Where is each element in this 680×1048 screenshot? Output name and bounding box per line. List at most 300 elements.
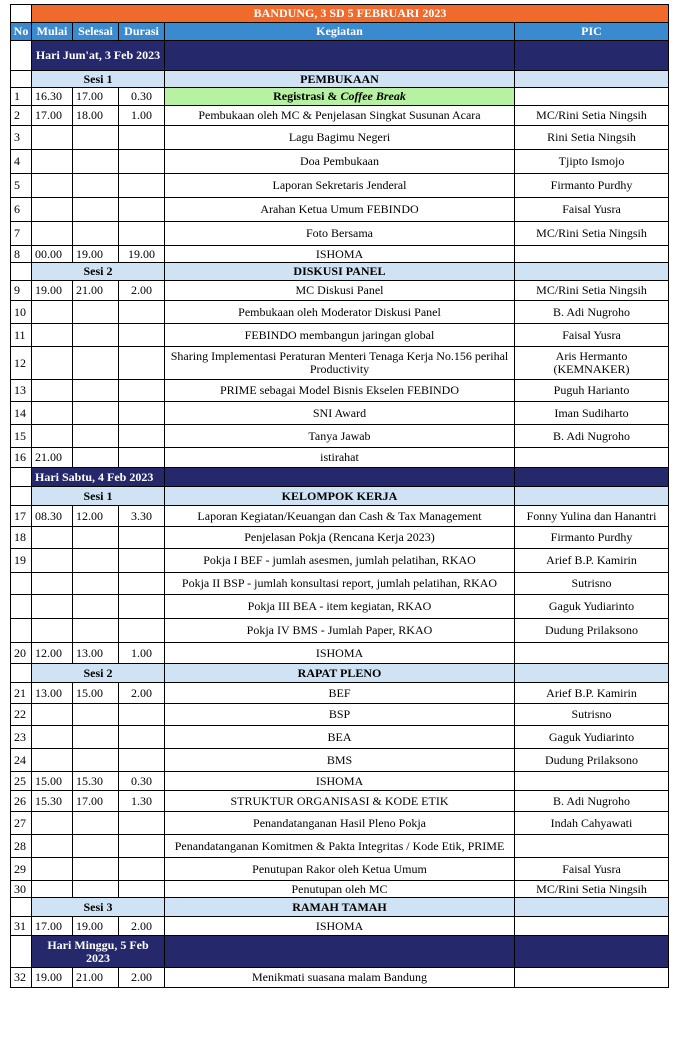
row-pic: Aris Hermanto (KEMNAKER)	[515, 347, 669, 380]
kegiatan-text: Doa Pembukaan	[300, 154, 379, 168]
row-selesai	[73, 222, 119, 246]
row-mulai	[32, 573, 73, 595]
row-no: 17	[11, 506, 32, 527]
kegiatan-text: Pokja II BSP - jumlah konsultasi report, jumlah pelatihan, RKAO	[181, 576, 498, 590]
row-kegiatan	[165, 619, 515, 643]
row-durasi: 2.00	[119, 683, 165, 704]
row-no: 7	[11, 222, 32, 246]
row-durasi	[119, 595, 165, 619]
row-pic: Gaguk Yudiarinto	[515, 726, 669, 749]
session-header-row	[11, 664, 669, 683]
row-selesai	[73, 402, 119, 425]
row-mulai: 12.00	[32, 643, 73, 664]
kegiatan-text: ISHOMA	[315, 246, 364, 261]
table-row	[11, 881, 669, 898]
header-durasi: Durasi	[119, 23, 165, 41]
table-row	[11, 88, 669, 106]
row-mulai: 08.30	[32, 506, 73, 527]
blank-cell	[11, 263, 32, 281]
table-row	[11, 324, 669, 347]
row-kegiatan	[165, 812, 515, 835]
row-kegiatan	[165, 573, 515, 595]
row-pic: Iman Sudiharto	[515, 402, 669, 425]
row-mulai: 17.00	[32, 917, 73, 936]
row-selesai: 21.00	[73, 281, 119, 301]
table-row	[11, 749, 669, 772]
row-mulai: 00.00	[32, 246, 73, 263]
row-kegiatan	[165, 106, 515, 126]
row-pic: MC/Rini Setia Ningsih	[515, 881, 669, 898]
table-row	[11, 812, 669, 835]
kegiatan-text: Pokja IV BMS - Jumlah Paper, RKAO	[246, 623, 433, 637]
row-kegiatan	[165, 402, 515, 425]
blank-cell	[11, 664, 32, 683]
row-durasi	[119, 301, 165, 324]
row-kegiatan	[165, 246, 515, 263]
row-kegiatan	[165, 324, 515, 347]
row-durasi	[119, 347, 165, 380]
row-selesai	[73, 595, 119, 619]
session-label: Sesi 1	[32, 487, 165, 506]
schedule-table	[10, 4, 669, 988]
session-title: KELOMPOK KERJA	[165, 487, 515, 506]
table-row	[11, 968, 669, 988]
row-pic: B. Adi Nugroho	[515, 791, 669, 812]
row-mulai	[32, 812, 73, 835]
row-no: 12	[11, 347, 32, 380]
blank-cell	[11, 487, 32, 506]
row-mulai	[32, 595, 73, 619]
row-kegiatan	[165, 198, 515, 222]
row-pic	[515, 835, 669, 858]
kegiatan-text: BMS	[326, 752, 353, 767]
table-row	[11, 126, 669, 150]
row-mulai: 19.00	[32, 968, 73, 988]
row-pic: Fonny Yulina dan Hanantri	[515, 506, 669, 527]
session-title: RAMAH TAMAH	[165, 898, 515, 917]
row-kegiatan	[165, 683, 515, 704]
row-no	[11, 595, 32, 619]
row-mulai: 21.00	[32, 448, 73, 468]
row-durasi	[119, 150, 165, 174]
row-kegiatan	[165, 595, 515, 619]
row-no: 26	[11, 791, 32, 812]
row-selesai	[73, 726, 119, 749]
kegiatan-text: Penutupan oleh MC	[291, 881, 388, 896]
row-mulai	[32, 174, 73, 198]
table-row	[11, 619, 669, 643]
row-mulai	[32, 549, 73, 573]
row-selesai: 17.00	[73, 88, 119, 106]
day-fill-cell	[515, 468, 669, 487]
table-row	[11, 595, 669, 619]
session-fill-cell	[515, 263, 669, 281]
table-row	[11, 704, 669, 726]
table-row	[11, 281, 669, 301]
row-no: 23	[11, 726, 32, 749]
row-selesai: 19.00	[73, 246, 119, 263]
row-selesai	[73, 881, 119, 898]
row-durasi: 1.00	[119, 106, 165, 126]
document-title: BANDUNG, 3 SD 5 FEBRUARI 2023	[32, 5, 669, 23]
table-row	[11, 527, 669, 549]
row-kegiatan	[165, 881, 515, 898]
row-kegiatan	[165, 858, 515, 881]
kegiatan-text: MC Diskusi Panel	[295, 283, 384, 297]
session-header-row	[11, 487, 669, 506]
row-pic: Indah Cahyawati	[515, 812, 669, 835]
row-kegiatan	[165, 301, 515, 324]
row-no: 4	[11, 150, 32, 174]
row-no: 28	[11, 835, 32, 858]
row-durasi: 3.30	[119, 506, 165, 527]
kegiatan-text: istirahat	[320, 450, 359, 464]
row-durasi: 0.30	[119, 88, 165, 106]
row-durasi	[119, 858, 165, 881]
row-kegiatan	[165, 549, 515, 573]
row-selesai	[73, 527, 119, 549]
kegiatan-text: Laporan Sekretaris Jenderal	[272, 178, 407, 192]
session-label: Sesi 3	[32, 898, 165, 917]
table-row	[11, 380, 669, 402]
row-durasi	[119, 812, 165, 835]
row-selesai	[73, 448, 119, 468]
kegiatan-text: ISHOMA	[315, 918, 364, 933]
table-row	[11, 425, 669, 448]
row-no: 8	[11, 246, 32, 263]
row-selesai	[73, 347, 119, 380]
row-kegiatan	[165, 968, 515, 988]
header-kegiatan: Kegiatan	[165, 23, 515, 41]
row-kegiatan	[165, 150, 515, 174]
day-fill-cell	[165, 41, 515, 71]
row-selesai	[73, 126, 119, 150]
row-pic	[515, 88, 669, 106]
row-kegiatan	[165, 506, 515, 527]
row-durasi	[119, 527, 165, 549]
day-fill-cell	[515, 41, 669, 71]
row-no: 16	[11, 448, 32, 468]
session-title: DISKUSI PANEL	[165, 263, 515, 281]
row-no: 14	[11, 402, 32, 425]
row-selesai	[73, 835, 119, 858]
row-no: 6	[11, 198, 32, 222]
row-no	[11, 573, 32, 595]
row-durasi	[119, 549, 165, 573]
row-mulai: 15.30	[32, 791, 73, 812]
row-no: 15	[11, 425, 32, 448]
row-selesai	[73, 150, 119, 174]
row-kegiatan	[165, 704, 515, 726]
row-selesai	[73, 704, 119, 726]
row-durasi	[119, 402, 165, 425]
header-mulai: Mulai	[32, 23, 73, 41]
row-durasi	[119, 222, 165, 246]
day-header-row	[11, 936, 669, 968]
row-pic: Faisal Yusra	[515, 324, 669, 347]
row-durasi	[119, 380, 165, 402]
day-fill-cell	[165, 468, 515, 487]
row-mulai	[32, 126, 73, 150]
row-pic: B. Adi Nugroho	[515, 425, 669, 448]
row-selesai	[73, 301, 119, 324]
table-row	[11, 347, 669, 380]
row-pic: Sutrisno	[515, 704, 669, 726]
table-row	[11, 726, 669, 749]
row-pic: Tjipto Ismojo	[515, 150, 669, 174]
row-mulai	[32, 704, 73, 726]
session-fill-cell	[515, 71, 669, 88]
row-pic: Faisal Yusra	[515, 198, 669, 222]
row-no: 18	[11, 527, 32, 549]
row-mulai	[32, 301, 73, 324]
row-pic: B. Adi Nugroho	[515, 301, 669, 324]
row-durasi: 19.00	[119, 246, 165, 263]
row-durasi: 1.30	[119, 791, 165, 812]
row-kegiatan	[165, 917, 515, 936]
header-no: No	[11, 23, 32, 41]
row-no: 2	[11, 106, 32, 126]
table-row	[11, 573, 669, 595]
kegiatan-text: PRIME sebagai Model Bisnis Ekselen FEBINDO	[220, 383, 459, 397]
kegiatan-text: BSP	[328, 707, 351, 721]
row-pic: Sutrisno	[515, 573, 669, 595]
kegiatan-text: Foto Bersama	[306, 226, 373, 240]
row-no: 22	[11, 704, 32, 726]
row-no: 32	[11, 968, 32, 988]
kegiatan-text: Pembukaan oleh Moderator Diskusi Panel	[238, 304, 441, 319]
row-mulai: 13.00	[32, 683, 73, 704]
day-label: Hari Sabtu, 4 Feb 2023	[32, 468, 165, 487]
row-durasi	[119, 448, 165, 468]
row-kegiatan	[165, 726, 515, 749]
row-pic	[515, 772, 669, 791]
row-durasi: 0.30	[119, 772, 165, 791]
kegiatan-text: Penandatanganan Komitmen & Pakta Integritas / Kode Etik, PRIME	[174, 838, 505, 853]
row-pic: Puguh Harianto	[515, 380, 669, 402]
row-no: 30	[11, 881, 32, 898]
row-mulai: 15.00	[32, 772, 73, 791]
row-durasi	[119, 881, 165, 898]
header-pic: PIC	[515, 23, 669, 41]
table-row	[11, 150, 669, 174]
row-kegiatan	[165, 126, 515, 150]
session-label: Sesi 1	[32, 71, 165, 88]
session-fill-cell	[515, 487, 669, 506]
row-pic: Dudung Prilaksono	[515, 619, 669, 643]
session-fill-cell	[515, 664, 669, 683]
row-selesai	[73, 858, 119, 881]
session-title: PEMBUKAAN	[165, 71, 515, 88]
kegiatan-text: Arahan Ketua Umum FEBINDO	[260, 202, 419, 216]
table-row	[11, 174, 669, 198]
row-selesai	[73, 198, 119, 222]
kegiatan-text: Sharing Implementasi Peraturan Menteri Tenaga Kerja No.156 perihal Productivity	[170, 349, 509, 376]
row-mulai	[32, 619, 73, 643]
row-no: 21	[11, 683, 32, 704]
row-mulai	[32, 198, 73, 222]
kegiatan-text: Penutupan Rakor oleh Ketua Umum	[252, 861, 427, 876]
day-header-row	[11, 41, 669, 71]
session-title: RAPAT PLENO	[165, 664, 515, 683]
kegiatan-text: Menikmati suasana malam Bandung	[252, 970, 427, 984]
row-selesai: 18.00	[73, 106, 119, 126]
session-label: Sesi 2	[32, 664, 165, 683]
kegiatan-text: Laporan Kegiatan/Keuangan dan Cash & Tax Management	[197, 508, 482, 523]
row-mulai	[32, 881, 73, 898]
row-pic: Gaguk Yudiarinto	[515, 595, 669, 619]
header-selesai: Selesai	[73, 23, 119, 41]
session-header-row	[11, 263, 669, 281]
row-mulai	[32, 380, 73, 402]
row-pic	[515, 448, 669, 468]
table-row	[11, 835, 669, 858]
blank-cell	[11, 898, 32, 917]
row-selesai: 12.00	[73, 506, 119, 527]
row-durasi	[119, 198, 165, 222]
blank-cell	[11, 936, 32, 968]
row-selesai: 17.00	[73, 791, 119, 812]
row-selesai: 13.00	[73, 643, 119, 664]
row-durasi	[119, 704, 165, 726]
row-kegiatan	[165, 448, 515, 468]
kegiatan-text: BEA	[327, 729, 352, 744]
kegiatan-text: Penjelasan Pokja (Rencana Kerja 2023)	[244, 530, 435, 544]
row-mulai	[32, 749, 73, 772]
day-fill-cell	[515, 936, 669, 968]
row-selesai	[73, 573, 119, 595]
kegiatan-text: SNI Award	[312, 405, 367, 420]
row-pic: Faisal Yusra	[515, 858, 669, 881]
row-durasi	[119, 749, 165, 772]
row-pic	[515, 968, 669, 988]
row-durasi: 1.00	[119, 643, 165, 664]
row-durasi: 2.00	[119, 281, 165, 301]
row-selesai	[73, 174, 119, 198]
row-no: 9	[11, 281, 32, 301]
session-header-row	[11, 898, 669, 917]
row-kegiatan	[165, 88, 515, 106]
row-pic: MC/Rini Setia Ningsih	[515, 106, 669, 126]
row-kegiatan	[165, 347, 515, 380]
row-durasi	[119, 324, 165, 347]
kegiatan-text: STRUKTUR ORGANISASI & KODE ETIK	[230, 793, 449, 808]
row-pic: Firmanto Purdhy	[515, 527, 669, 549]
kegiatan-text: Penandatanganan Hasil Pleno Pokja	[253, 815, 426, 830]
kegiatan-text: Registrasi &	[273, 89, 341, 103]
row-durasi	[119, 726, 165, 749]
row-pic: Arief B.P. Kamirin	[515, 549, 669, 573]
row-mulai	[32, 726, 73, 749]
table-row	[11, 858, 669, 881]
table-row	[11, 506, 669, 527]
table-row	[11, 301, 669, 324]
row-kegiatan	[165, 425, 515, 448]
kegiatan-text: ISHOMA	[315, 773, 364, 788]
row-mulai	[32, 402, 73, 425]
row-no: 31	[11, 917, 32, 936]
row-mulai	[32, 347, 73, 380]
row-kegiatan	[165, 281, 515, 301]
table-row	[11, 448, 669, 468]
row-pic: MC/Rini Setia Ningsih	[515, 281, 669, 301]
row-no: 25	[11, 772, 32, 791]
row-durasi	[119, 619, 165, 643]
row-no: 3	[11, 126, 32, 150]
row-kegiatan	[165, 174, 515, 198]
session-header-row	[11, 71, 669, 88]
row-durasi	[119, 573, 165, 595]
row-pic: Dudung Prilaksono	[515, 749, 669, 772]
table-row	[11, 549, 669, 573]
row-no: 20	[11, 643, 32, 664]
row-no	[11, 619, 32, 643]
day-label: Hari Minggu, 5 Feb 2023	[32, 936, 165, 968]
blank-cell	[11, 41, 32, 71]
row-pic	[515, 917, 669, 936]
row-no: 29	[11, 858, 32, 881]
row-kegiatan	[165, 222, 515, 246]
row-mulai	[32, 858, 73, 881]
row-mulai	[32, 527, 73, 549]
table-row	[11, 791, 669, 812]
row-kegiatan	[165, 643, 515, 664]
title-row	[11, 5, 669, 23]
row-pic	[515, 246, 669, 263]
kegiatan-text: ISHOMA	[315, 645, 364, 660]
blank-cell	[11, 71, 32, 88]
row-selesai	[73, 380, 119, 402]
row-durasi: 2.00	[119, 968, 165, 988]
row-mulai: 17.00	[32, 106, 73, 126]
table-row	[11, 683, 669, 704]
kegiatan-text: Tanya Jawab	[308, 428, 371, 443]
kegiatan-text: Pokja III BEA - item kegiatan, RKAO	[247, 599, 432, 613]
row-mulai	[32, 425, 73, 448]
row-no: 19	[11, 549, 32, 573]
row-durasi: 2.00	[119, 917, 165, 936]
row-no: 13	[11, 380, 32, 402]
row-pic: Rini Setia Ningsih	[515, 126, 669, 150]
table-row	[11, 917, 669, 936]
row-mulai	[32, 324, 73, 347]
session-fill-cell	[515, 898, 669, 917]
table-row	[11, 402, 669, 425]
row-no: 11	[11, 324, 32, 347]
row-selesai: 15.00	[73, 683, 119, 704]
row-pic: Arief B.P. Kamirin	[515, 683, 669, 704]
row-pic: MC/Rini Setia Ningsih	[515, 222, 669, 246]
row-no: 1	[11, 88, 32, 106]
row-selesai	[73, 425, 119, 448]
table-row	[11, 198, 669, 222]
row-selesai	[73, 549, 119, 573]
row-durasi	[119, 835, 165, 858]
row-mulai	[32, 835, 73, 858]
kegiatan-text: Pokja I BEF - jumlah asesmen, jumlah pelatihan, RKAO	[203, 553, 476, 567]
row-kegiatan	[165, 772, 515, 791]
row-selesai: 21.00	[73, 968, 119, 988]
table-row	[11, 643, 669, 664]
row-durasi	[119, 425, 165, 448]
blank-cell	[11, 468, 32, 487]
row-mulai	[32, 222, 73, 246]
row-kegiatan	[165, 791, 515, 812]
row-selesai: 19.00	[73, 917, 119, 936]
row-mulai: 16.30	[32, 88, 73, 106]
kegiatan-text: FEBINDO membangun jaringan global	[244, 327, 435, 342]
table-row	[11, 106, 669, 126]
